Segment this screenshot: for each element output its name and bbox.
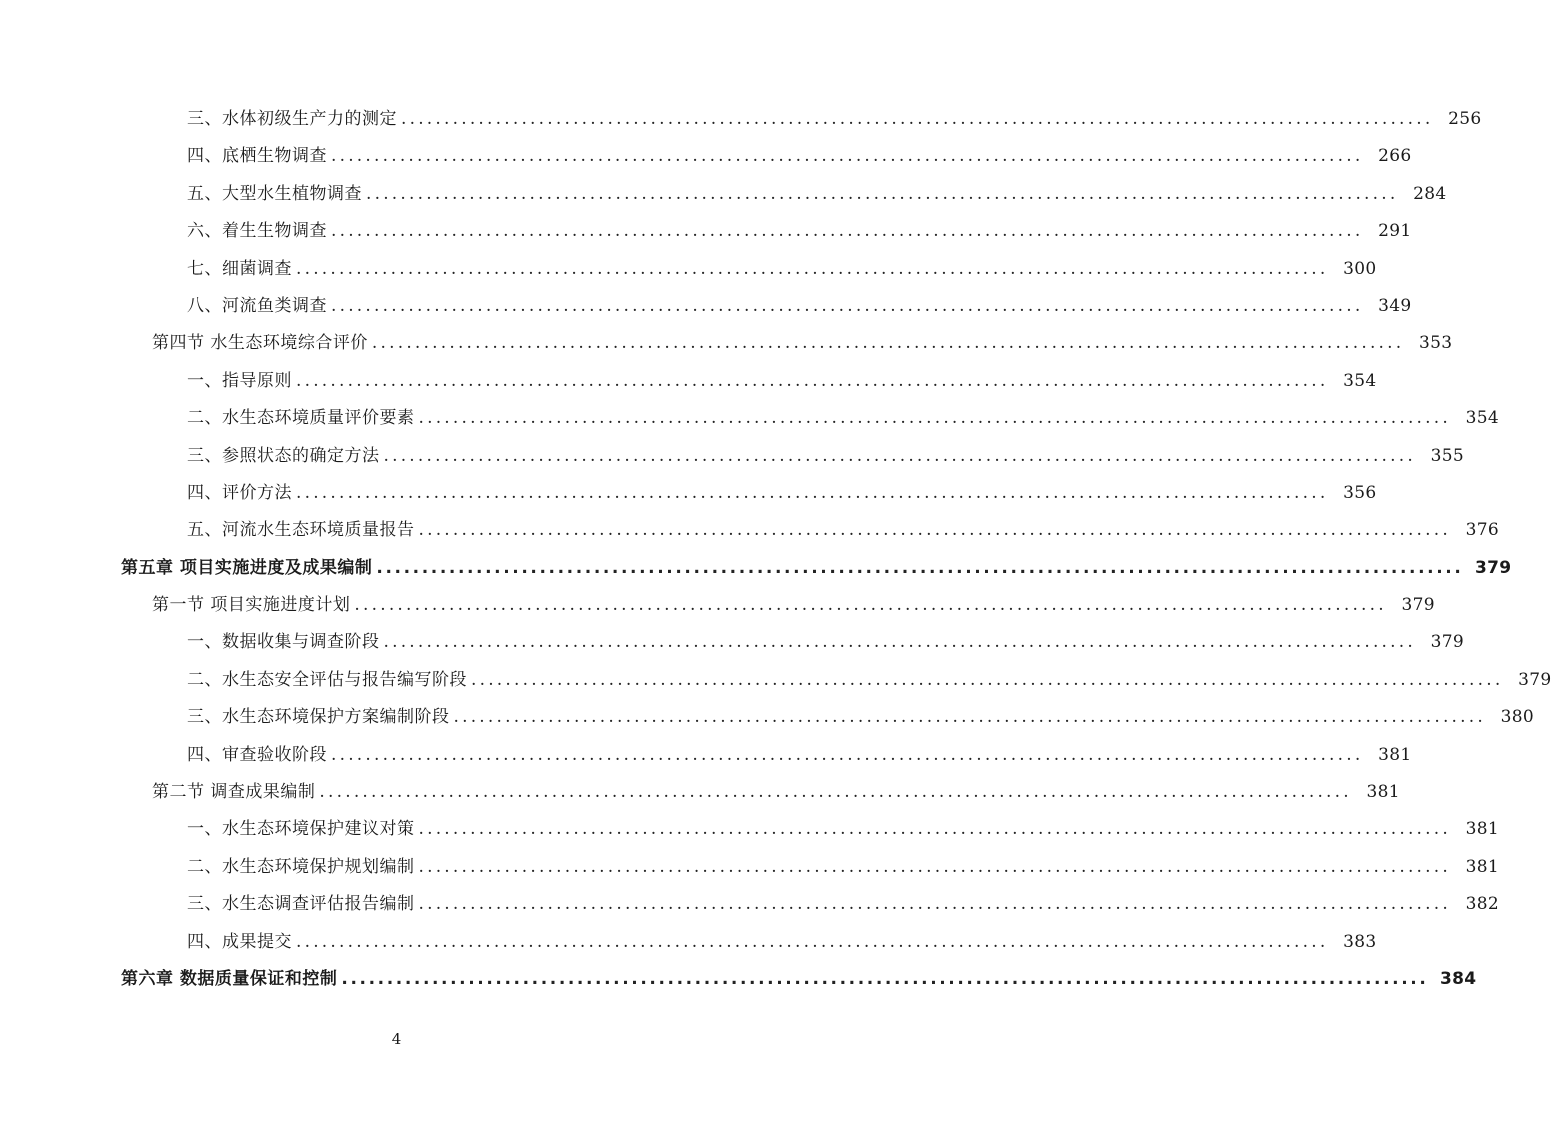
toc-entry[interactable]	[0, 363, 1377, 400]
toc-entry-title: 二、水生态环境质量评价要素	[187, 408, 415, 429]
toc-entry[interactable]	[0, 101, 1482, 138]
toc-entry-page: 376	[1465, 520, 1499, 541]
toc-leader-dots: ........................................................................................................................	[418, 819, 1451, 840]
toc-leader-dots: ........................................................................................................................	[371, 333, 1405, 354]
toc-entry[interactable]	[0, 961, 1477, 998]
toc-entry-page: 355	[1430, 445, 1464, 466]
toc-leader-dots: ........................................................................................................................	[471, 669, 1504, 690]
toc-entry[interactable]	[0, 512, 1499, 549]
toc-entry-page: 379	[1430, 632, 1464, 653]
toc-entry-title: 第一节 项目实施进度计划	[152, 595, 351, 616]
toc-entry-page: 380	[1500, 707, 1534, 728]
toc-entry-title: 二、水生态安全评估与报告编写阶段	[187, 669, 467, 690]
toc-leader-dots: ........................................................................................................................	[296, 258, 1329, 279]
toc-leader-dots: ........................................................................................................................	[341, 968, 1429, 989]
toc-entry[interactable]	[0, 624, 1464, 661]
toc-entry-page: 353	[1419, 333, 1453, 354]
toc-leader-dots: ........................................................................................................................	[366, 183, 1399, 204]
toc-entry[interactable]	[0, 662, 1551, 699]
toc-entry-page: 381	[1378, 744, 1412, 765]
toc-leader-dots: ........................................................................................................................	[418, 894, 1451, 915]
toc-entry-title: 四、审查验收阶段	[187, 744, 327, 765]
toc-entry-page: 349	[1378, 295, 1412, 316]
toc-leader-dots: ........................................................................................................................	[331, 146, 1364, 167]
toc-entry-title: 三、水体初级生产力的测定	[187, 109, 397, 129]
toc-entry-title: 第四节 水生态环境综合评价	[152, 333, 368, 354]
toc-entry-page: 300	[1343, 258, 1377, 279]
toc-entry-page: 381	[1465, 819, 1499, 840]
toc-entry-title: 四、成果提交	[187, 931, 292, 952]
toc-entry[interactable]	[0, 138, 1412, 175]
toc-entry-title: 一、水生态环境保护建议对策	[187, 819, 415, 840]
toc-entry-page: 383	[1343, 931, 1377, 952]
toc-entry-title: 三、水生态环境保护方案编制阶段	[187, 707, 450, 728]
toc-entry-page: 256	[1448, 109, 1482, 129]
toc-entry-page: 356	[1343, 482, 1377, 503]
toc-entry-title: 五、河流水生态环境质量报告	[187, 520, 415, 541]
toc-entry-title: 第五章 项目实施进度及成果编制	[121, 557, 373, 578]
toc-entry-title: 七、细菌调查	[187, 258, 292, 279]
toc-entry-title: 三、参照状态的确定方法	[187, 445, 380, 466]
toc-entry-title: 第六章 数据质量保证和控制	[121, 968, 338, 989]
table-of-contents	[0, 101, 1551, 998]
toc-entry[interactable]	[0, 325, 1453, 362]
toc-entry-page: 354	[1465, 408, 1499, 429]
toc-leader-dots: ........................................................................................................................	[418, 408, 1451, 429]
toc-leader-dots: ........................................................................................................................	[418, 856, 1451, 877]
toc-entry-page: 381	[1366, 782, 1400, 803]
toc-entry-title: 四、底栖生物调查	[187, 146, 327, 167]
toc-entry-page: 379	[1401, 595, 1435, 616]
toc-leader-dots: ........................................................................................................................	[383, 445, 1416, 466]
toc-entry-page: 354	[1343, 370, 1377, 391]
toc-entry-title: 四、评价方法	[187, 482, 292, 503]
toc-entry-page: 381	[1465, 856, 1499, 877]
toc-entry-title: 二、水生态环境保护规划编制	[187, 856, 415, 877]
toc-entry[interactable]	[0, 924, 1377, 961]
toc-entry-title: 六、着生生物调查	[187, 221, 327, 242]
toc-leader-dots: ........................................................................................................................	[331, 221, 1364, 242]
toc-leader-dots: ........................................................................................................................	[296, 931, 1329, 952]
toc-entry[interactable]	[0, 400, 1499, 437]
toc-entry-title: 一、数据收集与调查阶段	[187, 632, 380, 653]
toc-leader-dots: ........................................................................................................................	[453, 707, 1486, 728]
toc-entry[interactable]	[0, 737, 1412, 774]
toc-leader-dots: ........................................................................................................................	[319, 782, 1352, 803]
toc-entry-title: 一、指导原则	[187, 370, 292, 391]
toc-entry[interactable]	[0, 176, 1447, 213]
toc-entry[interactable]	[0, 550, 1512, 587]
toc-entry-page: 379	[1475, 557, 1512, 578]
toc-entry[interactable]	[0, 587, 1435, 624]
toc-entry[interactable]	[0, 699, 1534, 736]
toc-leader-dots: ........................................................................................................................	[376, 557, 1464, 578]
toc-leader-dots: ........................................................................................................................	[296, 482, 1329, 503]
toc-entry[interactable]	[0, 811, 1499, 848]
toc-entry[interactable]	[0, 774, 1400, 811]
toc-entry-title: 三、水生态调查评估报告编制	[187, 894, 415, 915]
toc-entry[interactable]	[0, 849, 1499, 886]
toc-entry-page: 266	[1378, 146, 1412, 167]
toc-entry-title: 第二节 调查成果编制	[152, 782, 316, 803]
toc-leader-dots: ........................................................................................................................	[401, 109, 1434, 129]
toc-leader-dots: ........................................................................................................................	[296, 370, 1329, 391]
page-number: 4	[391, 1030, 402, 1048]
toc-entry[interactable]	[0, 288, 1412, 325]
toc-leader-dots: ........................................................................................................................	[331, 744, 1364, 765]
toc-entry[interactable]	[0, 251, 1377, 288]
toc-entry-page: 291	[1378, 221, 1412, 242]
toc-entry[interactable]	[0, 438, 1464, 475]
toc-leader-dots: ........................................................................................................................	[331, 295, 1364, 316]
toc-entry-page: 379	[1518, 669, 1551, 690]
toc-leader-dots: ........................................................................................................................	[383, 632, 1416, 653]
toc-entry-title: 八、河流鱼类调查	[187, 295, 327, 316]
toc-entry-page: 284	[1413, 183, 1447, 204]
toc-entry-page: 384	[1440, 968, 1477, 989]
toc-entry[interactable]	[0, 475, 1377, 512]
toc-leader-dots: ........................................................................................................................	[354, 595, 1387, 616]
toc-leader-dots: ........................................................................................................................	[418, 520, 1451, 541]
toc-entry[interactable]	[0, 886, 1499, 923]
toc-entry-page: 382	[1465, 894, 1499, 915]
toc-entry-title: 五、大型水生植物调查	[187, 183, 362, 204]
toc-entry[interactable]	[0, 213, 1412, 250]
